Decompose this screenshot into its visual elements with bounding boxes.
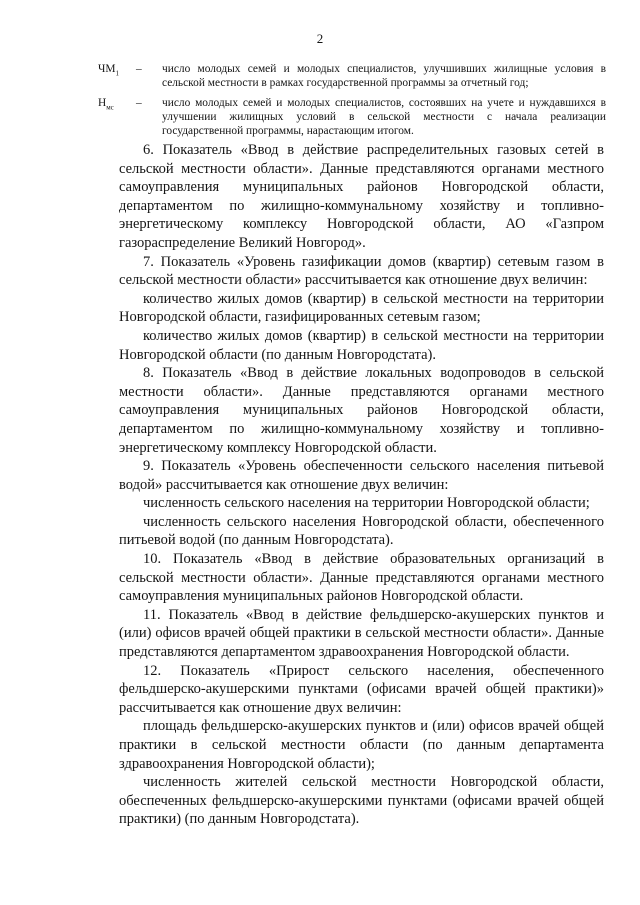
paragraph: 10. Показатель «Ввод в действие образовательных организаций в сельской местности области». Данные представляются органами местного самоуправления муниципальных районов Новгородской области. bbox=[119, 551, 604, 605]
paragraph: 12. Показатель «Прирост сельского населения, обеспеченного фельдшерско-акушерскими пунктами (офисами врачей общей практики)» рассчитывается как отношение двух величин: bbox=[119, 662, 604, 716]
definition-symbol: $ЧМ_1$ bbox=[98, 63, 120, 78]
definition-text: число молодых семей и молодых специалистов, улучшивших жилищные условия в сельской местности в рамках государственной программы за отчетный год; bbox=[162, 63, 606, 89]
body-text bbox=[119, 141, 604, 829]
definition-text: число молодых семей и молодых специалистов, состоявших на учете и нуждавшихся в улучшении жилищных условий в сельской местности с начала реализации государственной программы, нарастающим итогом. bbox=[162, 97, 606, 137]
definition-dash: – bbox=[136, 63, 142, 75]
definition-symbol: $Н_{мс}$ bbox=[98, 97, 114, 112]
definition-row bbox=[98, 62, 606, 90]
paragraph: площадь фельдшерско-акушерских пунктов и (или) офисов врачей общей практики в сельской местности области (по данным департамента здравоохранения Новгородской области); bbox=[119, 718, 604, 772]
paragraph: численность жителей сельской местности Новгородской области, обеспеченных фельдшерско-акушерскими пунктами (офисами врачей общей практики) (по данным Новгородстата). bbox=[119, 774, 604, 828]
paragraph: 7. Показатель «Уровень газификации домов (квартир) сетевым газом в сельской местности области» рассчитывается как отношение двух величин: bbox=[119, 253, 604, 289]
paragraph: количество жилых домов (квартир) в сельской местности на территории Новгородской области, газифицированных сетевым газом; bbox=[119, 290, 604, 326]
definitions-list bbox=[98, 62, 606, 144]
paragraph: 11. Показатель «Ввод в действие фельдшерско-акушерских пунктов и (или) офисов врачей общей практики в сельской местности области». Данные представляются департаментом здравоохранения Новгородской области. bbox=[119, 606, 604, 661]
paragraph: количество жилых домов (квартир) в сельской местности на территории Новгородской области (по данным Новгородстата). bbox=[119, 327, 604, 363]
paragraph: численность сельского населения Новгородской области, обеспеченного питьевой водой (по данным Новгородстата). bbox=[119, 513, 604, 549]
paragraph: 6. Показатель «Ввод в действие распределительных газовых сетей в сельской местности области». Данные представляются органами местного самоуправления муниципальных районов Новгородской области, департаментом по жилищно-коммунальному хозяйству и топливно-энергетическому комплексу Новгородской области, АО «Газпром газораспределение Великий Новгород». bbox=[119, 142, 604, 251]
definition-dash: – bbox=[136, 97, 142, 109]
definition-row bbox=[98, 96, 606, 138]
paragraph: 9. Показатель «Уровень обеспеченности сельского населения питьевой водой» рассчитывается как отношение двух величин: bbox=[119, 458, 604, 493]
page-number: 2 bbox=[316, 31, 324, 46]
paragraph: 8. Показатель «Ввод в действие локальных водопроводов в сельской местности области». Данные представляются органами местного самоуправления муниципальных районов Новгородской области, департаментом по жилищно-коммунальному хозяйству и топливно-энергетическому комплексу Новгородской области. bbox=[119, 365, 604, 456]
paragraph: численность сельского населения на территории Новгородской области; bbox=[143, 495, 590, 512]
